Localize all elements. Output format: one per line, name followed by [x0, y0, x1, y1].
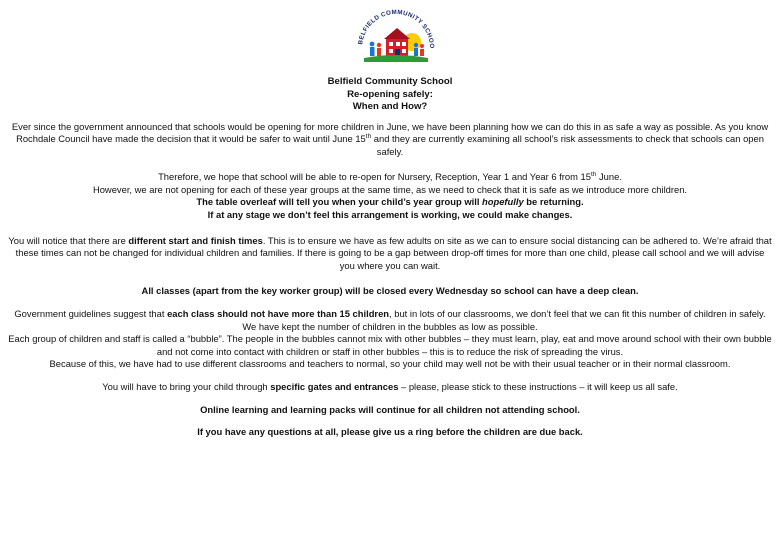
gates-paragraph: You will have to bring your child through specific gates and entrances – please, please stick to these instructions – it will keep us all safe. — [102, 381, 678, 392]
letter-body — [8, 76, 772, 439]
school-logo — [350, 4, 442, 70]
intro-text-end: and they are currently examining all school’s risk assessments to check that schools can open safely. — [371, 133, 764, 157]
heading-line-2: Re-opening safely: — [347, 88, 433, 100]
school-logo-image — [350, 4, 442, 70]
school-name: Belfield Community School — [327, 76, 453, 87]
online-learning-notice: Online learning and learning packs will continue for all children not attending school. — [200, 403, 580, 415]
grass-icon — [364, 55, 428, 62]
heading-line-3: When and How? — [352, 101, 428, 112]
reopen-line-1: Therefore, we hope that school will be able to re-open for Nursery, Reception, Year 1 and Year 6 from 15th June. — [158, 171, 622, 183]
reopen-line-4: If at any stage we don’t feel this arrangement is working, we could make changes. — [207, 209, 573, 221]
reopen-paragraph — [8, 171, 772, 221]
logo-text: BELFIELD COMMUNITY SCHOO — [357, 8, 436, 49]
times-paragraph: You will notice that there are different start and finish times. This is to ensure we have as few adults on site as we can to ensure social distancing can be adhered to. We’re afraid that these times can not be changed for individual children and families. If there is going to be a gap between drop-off times for more than one child, please call school and we will advise you where you can wait. — [8, 234, 772, 271]
questions-notice: If you have any questions at all, please give us a ring before the children are due back. — [197, 426, 583, 438]
intro-superscript: th — [365, 132, 372, 140]
reopen-line-3: The table overleaf will tell you when your child’s year group will hopefully be returning. — [196, 196, 584, 208]
guidelines-line-3: Because of this, we have had to use different classrooms and teachers to normal, so your child may well not be with their usual teacher or in their normal classroom. — [49, 358, 731, 370]
intro-paragraph — [8, 121, 772, 159]
reopen-line-2: However, we are not opening for each of these year groups at the same time, as we need to check that it is safe as we introduce more children. — [92, 183, 688, 195]
letter-heading — [8, 76, 772, 114]
guidelines-paragraph — [8, 308, 772, 371]
intro-text: Ever since the government announced that schools would be opening for more children in June, we have been planning how we can do this in as safe a way as possible. As you know Rochdale Council have made the decision that it would be safer to wait until June 15 — [11, 120, 769, 145]
guidelines-line-2: Each group of children and staff is called a “bubble”. The people in the bubbles cannot mix with other bubbles – they must learn, play, eat and move around school with their own bubble and not come into contact with children or staff in other bubbles – this is to reduce the risk of spreading the virus. — [8, 333, 772, 357]
wednesday-notice: All classes (apart from the key worker group) will be closed every Wednesday so school can have a deep clean. — [141, 285, 639, 297]
guidelines-line-1: Government guidelines suggest that each class should not have more than 15 children, but in lots of our classrooms, we don’t feel that we can fit this number of children in safely. We have kept the number of children in the bubbles as low as possible. — [14, 308, 766, 332]
